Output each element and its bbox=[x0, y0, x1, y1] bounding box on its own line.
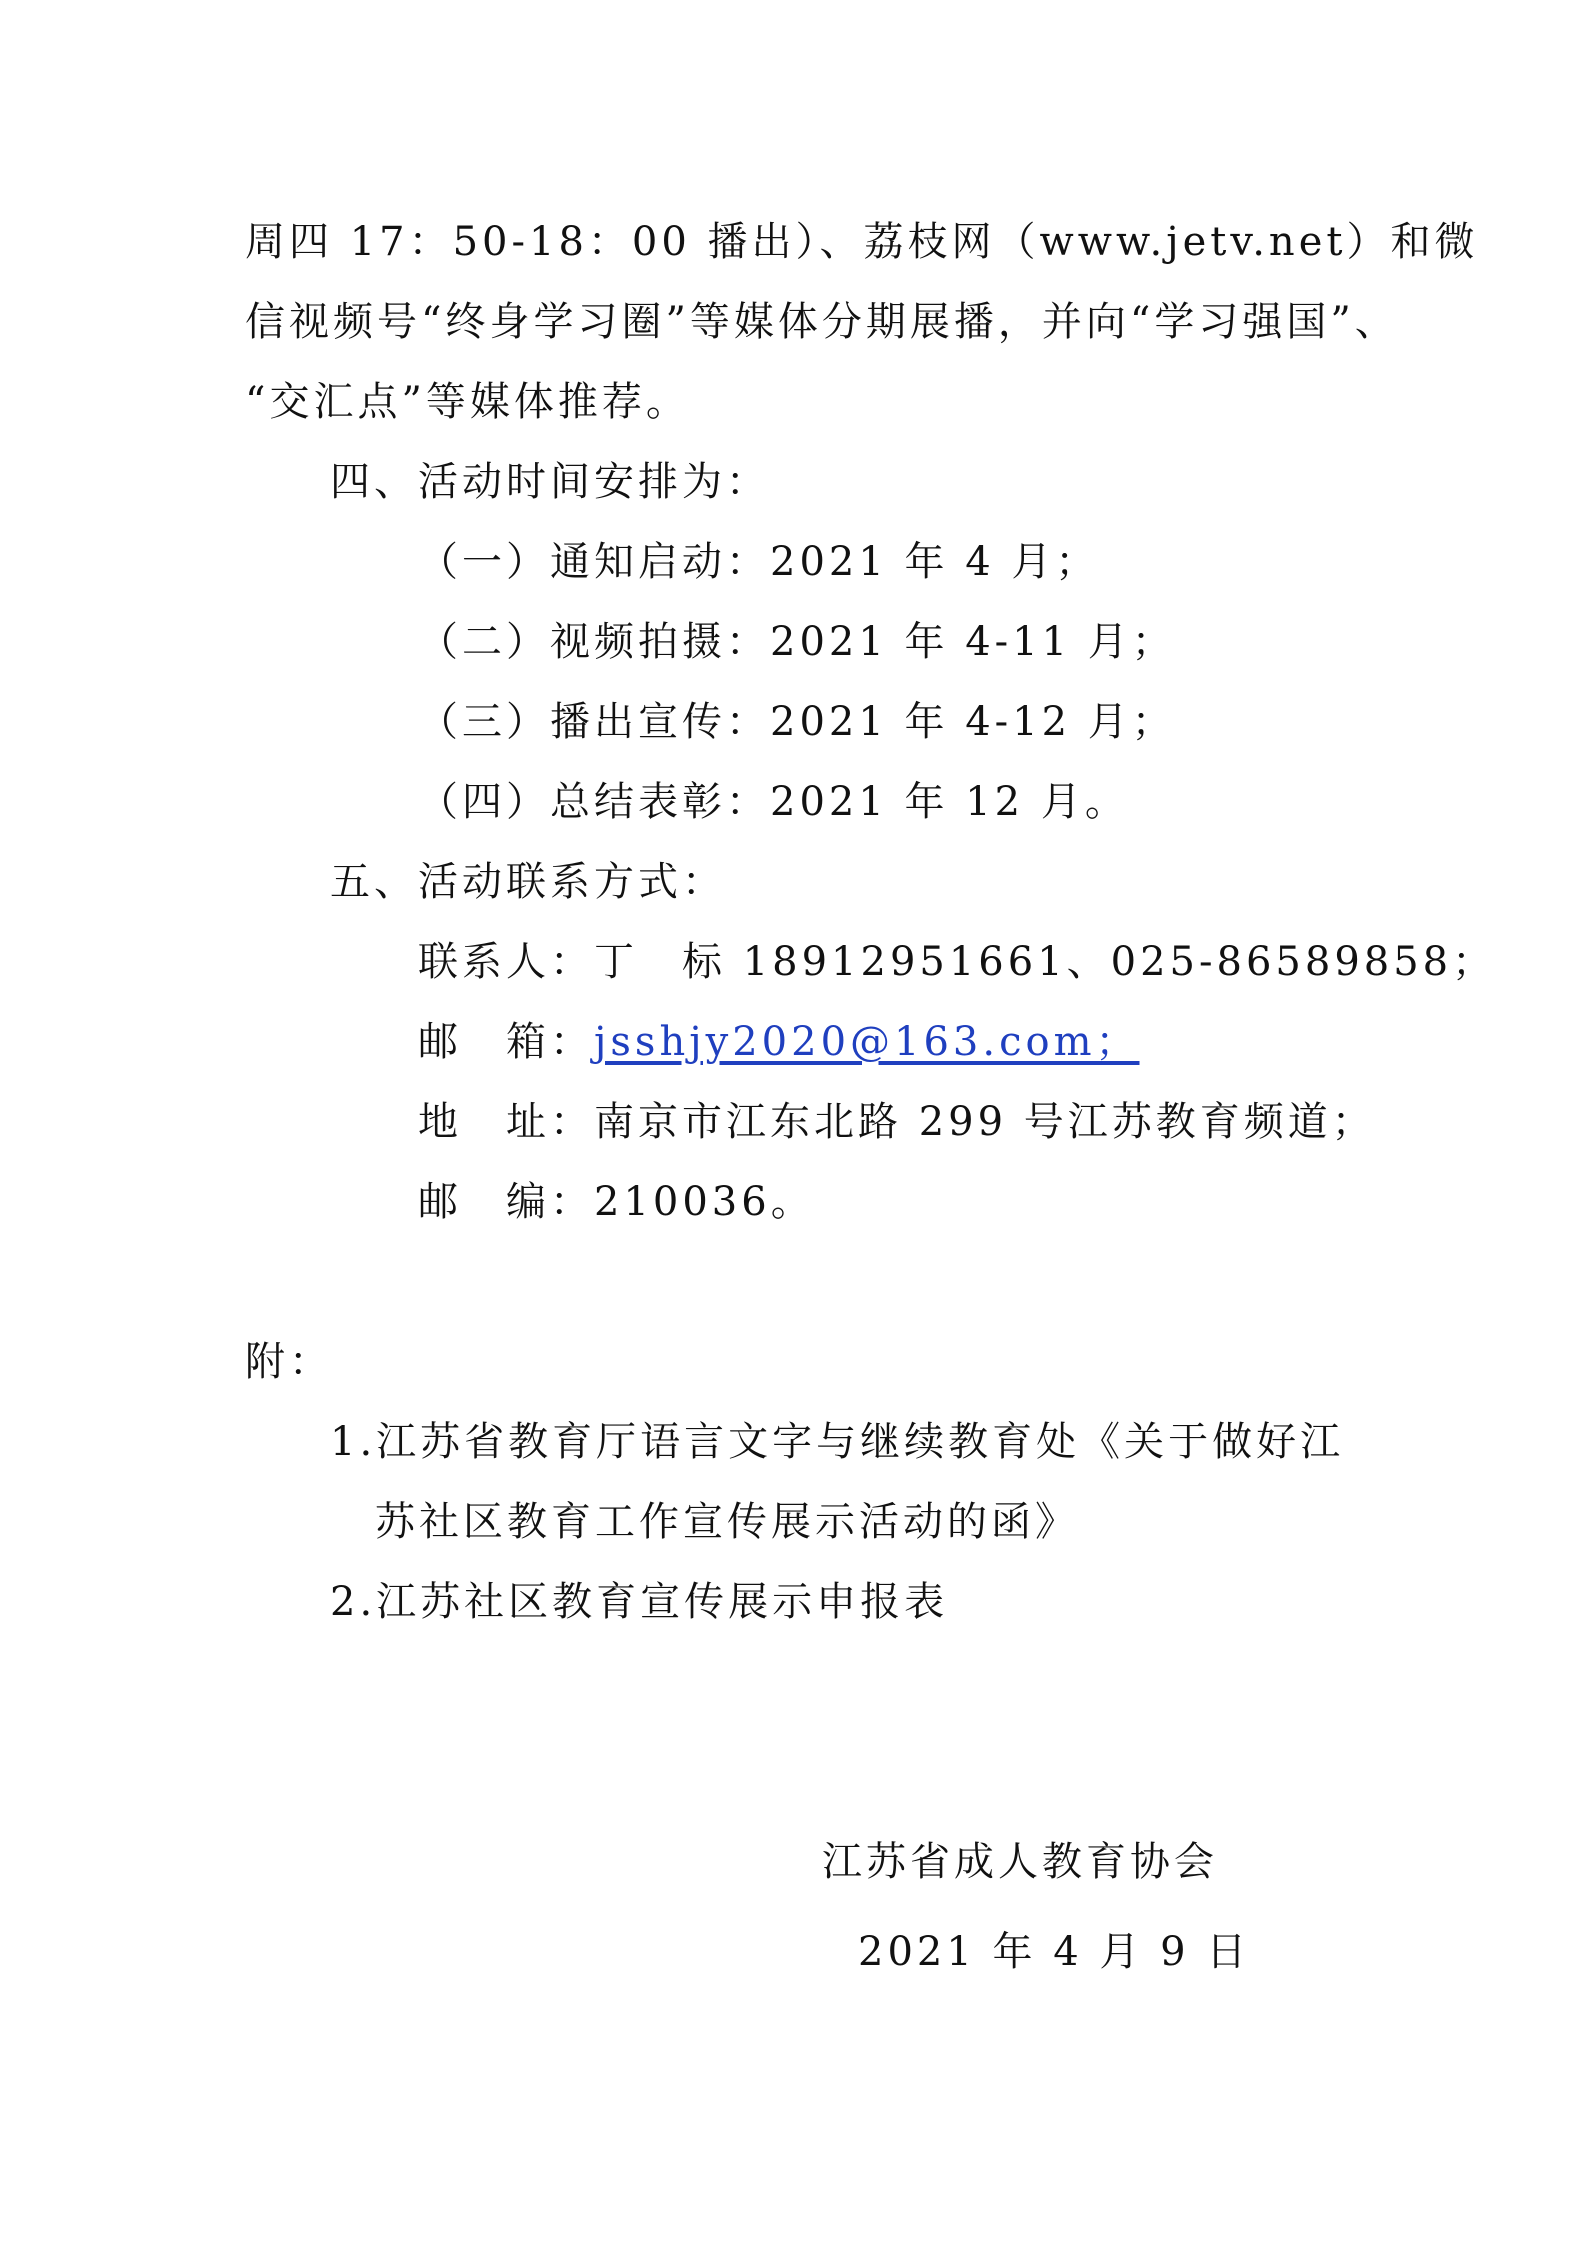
signature-date: 2021 年 4 月 9 日 bbox=[858, 1929, 1251, 1975]
intro-line-1: 周四 17：50-18：00 播出）、荔枝网（www.jetv.net）和微 bbox=[245, 219, 1479, 265]
contact-address: 地 址：南京市江东北路 299 号江苏教育频道； bbox=[418, 1099, 1376, 1145]
schedule-item: （四）总结表彰：2021 年 12 月。 bbox=[418, 779, 1129, 825]
schedule-heading: 四、活动时间安排为： bbox=[330, 459, 770, 505]
attachments-label: 附： bbox=[245, 1339, 333, 1385]
signature-org: 江苏省成人教育协会 bbox=[822, 1839, 1218, 1885]
contact-heading: 五、活动联系方式： bbox=[330, 859, 726, 905]
schedule-item: （一）通知启动：2021 年 4 月； bbox=[418, 539, 1100, 585]
contact-email-link[interactable]: jsshjy2020@163.com； bbox=[594, 1019, 1140, 1065]
intro-line-3: “交汇点”等媒体推荐。 bbox=[245, 379, 690, 425]
contact-email-label: 邮 箱： bbox=[418, 1019, 594, 1065]
attachment-item-1-line-2: 苏社区教育工作宣传展示活动的函》 bbox=[375, 1499, 1079, 1545]
schedule-item: （二）视频拍摄：2021 年 4-11 月； bbox=[418, 619, 1176, 665]
attachment-item-1-line-1: 1.江苏省教育厅语言文字与继续教育处《关于做好江 bbox=[330, 1419, 1345, 1465]
intro-line-2: 信视频号“终身学习圈”等媒体分期展播，并向“学习强国”、 bbox=[245, 299, 1399, 345]
attachment-item-2: 2.江苏社区教育宣传展示申报表 bbox=[330, 1579, 949, 1625]
contact-postcode: 邮 编：210036。 bbox=[418, 1179, 815, 1225]
contact-person: 联系人：丁 标 18912951661、025-86589858； bbox=[418, 939, 1497, 985]
schedule-item: （三）播出宣传：2021 年 4-12 月； bbox=[418, 699, 1176, 745]
contact-email-row bbox=[418, 1018, 1140, 1066]
